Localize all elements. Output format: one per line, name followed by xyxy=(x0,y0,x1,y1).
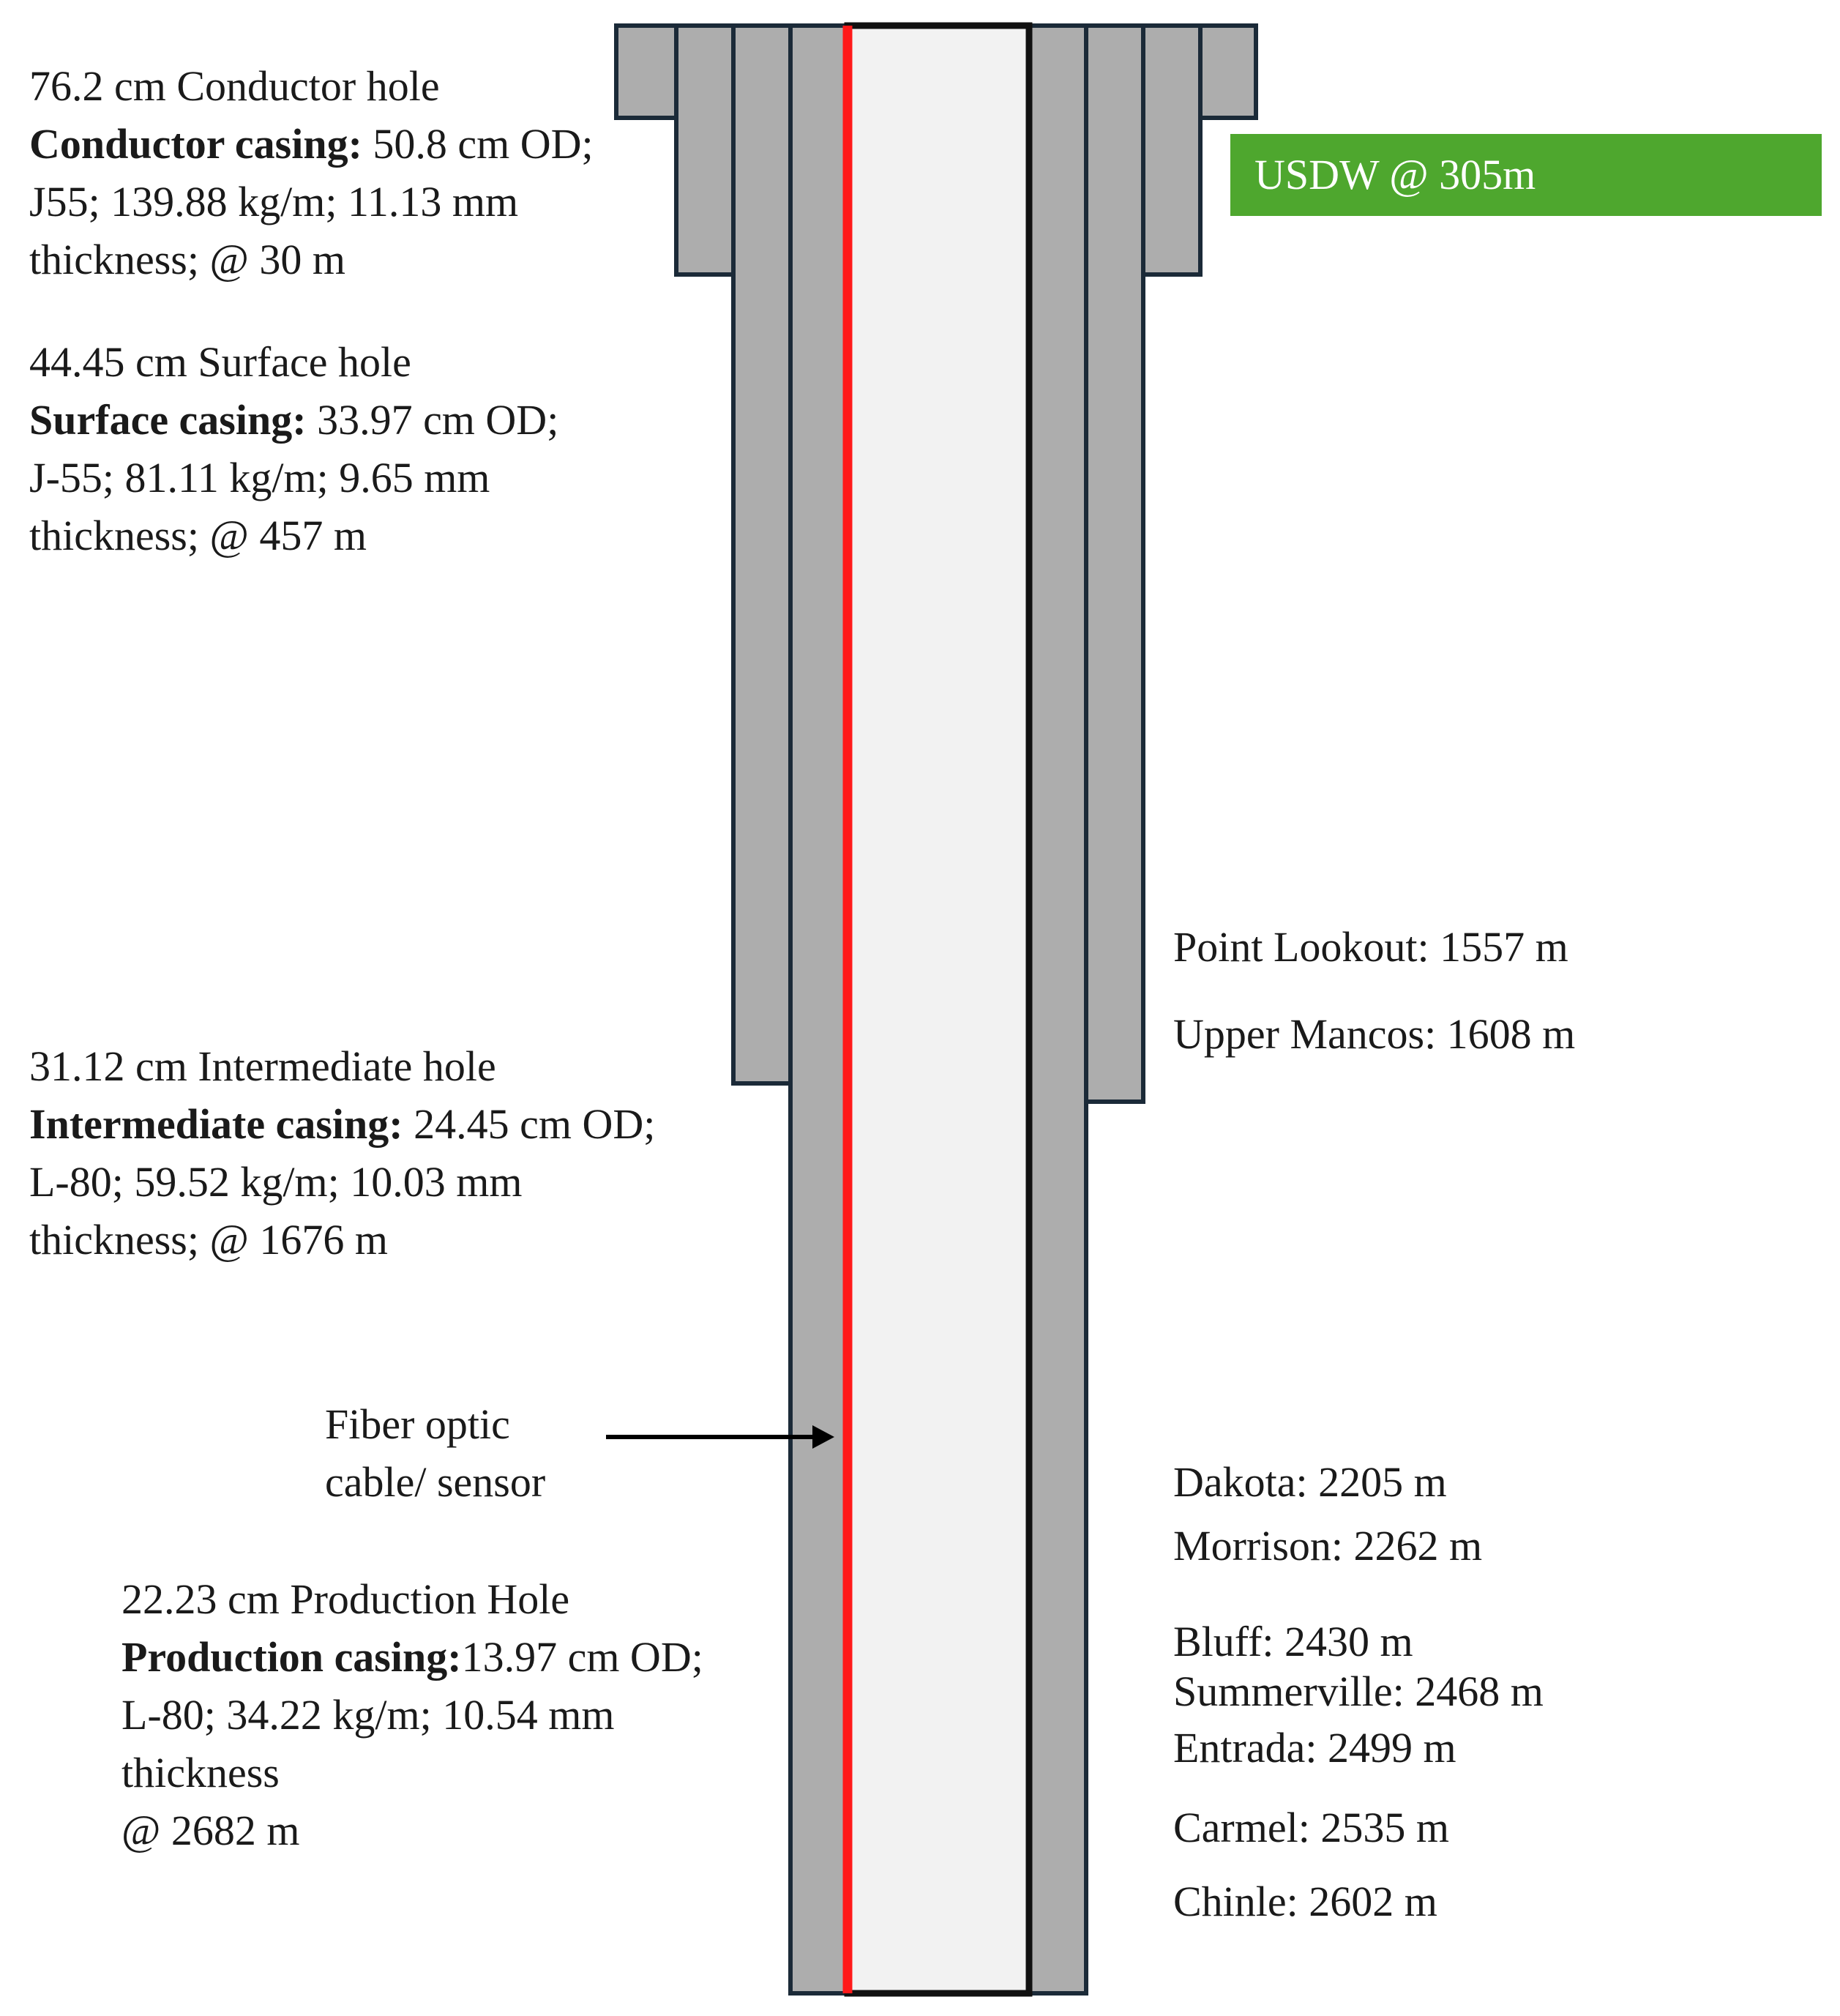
production-casing-title: Production casing: xyxy=(121,1633,462,1681)
formation-chinle: Chinle: 2602 m xyxy=(1173,1878,1437,1925)
conductor-casing-title: Conductor casing: xyxy=(29,120,362,168)
production-label xyxy=(121,1570,703,1859)
usdw-badge: USDW @ 305m xyxy=(1230,134,1822,216)
surface-casing-depth: thickness; @ 457 m xyxy=(29,512,367,559)
conductor-hole-right xyxy=(1200,26,1256,118)
surface-label xyxy=(29,333,558,564)
surface-hole-text: 44.45 cm Surface hole xyxy=(29,338,411,386)
production-casing-depth: @ 2682 m xyxy=(121,1807,300,1854)
formation-entrada: Entrada: 2499 m xyxy=(1173,1724,1456,1772)
production-bore xyxy=(848,26,1029,1993)
intermediate-casing-right xyxy=(1029,26,1086,1993)
intermediate-casing-grade: L-80; 59.52 kg/m; 10.03 mm xyxy=(29,1158,523,1206)
production-casing-thickness: thickness xyxy=(121,1749,280,1796)
surface-casing-spec: 33.97 cm OD; xyxy=(306,396,559,444)
intermediate-casing-left xyxy=(790,26,848,1993)
production-casing-spec: 13.97 cm OD; xyxy=(461,1633,703,1681)
intermediate-hole-text: 31.12 cm Intermediate hole xyxy=(29,1042,496,1090)
production-hole-text: 22.23 cm Production Hole xyxy=(121,1575,570,1623)
surface-casing-left xyxy=(733,26,790,1083)
formation-bluff: Bluff: 2430 m xyxy=(1173,1618,1413,1665)
conductor-hole-text: 76.2 cm Conductor hole xyxy=(29,62,440,110)
fiber-label-line2: cable/ sensor xyxy=(325,1458,546,1506)
surface-casing-right xyxy=(1086,26,1143,1102)
intermediate-casing-spec: 24.45 cm OD; xyxy=(403,1100,656,1148)
surface-casing-title: Surface casing: xyxy=(29,396,307,444)
formation-carmel: Carmel: 2535 m xyxy=(1173,1804,1449,1851)
conductor-hole-left xyxy=(616,26,676,118)
intermediate-label xyxy=(29,1037,655,1269)
formation-morrison: Morrison: 2262 m xyxy=(1173,1522,1483,1569)
surface-casing-grade: J-55; 81.11 kg/m; 9.65 mm xyxy=(29,454,490,501)
conductor-casing-grade: J55; 139.88 kg/m; 11.13 mm xyxy=(29,178,519,225)
intermediate-casing-title: Intermediate casing: xyxy=(29,1100,403,1148)
conductor-casing-depth: thickness; @ 30 m xyxy=(29,236,345,283)
conductor-label xyxy=(29,57,594,288)
fiber-label xyxy=(325,1395,545,1511)
production-casing-grade: L-80; 34.22 kg/m; 10.54 mm xyxy=(121,1691,615,1739)
formation-upper-mancos: Upper Mancos: 1608 m xyxy=(1173,1010,1576,1058)
fiber-label-line1: Fiber optic xyxy=(325,1400,510,1448)
intermediate-casing-depth: thickness; @ 1676 m xyxy=(29,1216,388,1263)
conductor-casing-left xyxy=(676,26,733,275)
conductor-casing-right xyxy=(1143,26,1200,275)
formation-point-lookout: Point Lookout: 1557 m xyxy=(1173,923,1568,971)
conductor-casing-spec: 50.8 cm OD; xyxy=(362,120,594,168)
formation-summerville: Summerville: 2468 m xyxy=(1173,1668,1544,1715)
formation-dakota: Dakota: 2205 m xyxy=(1173,1458,1447,1506)
